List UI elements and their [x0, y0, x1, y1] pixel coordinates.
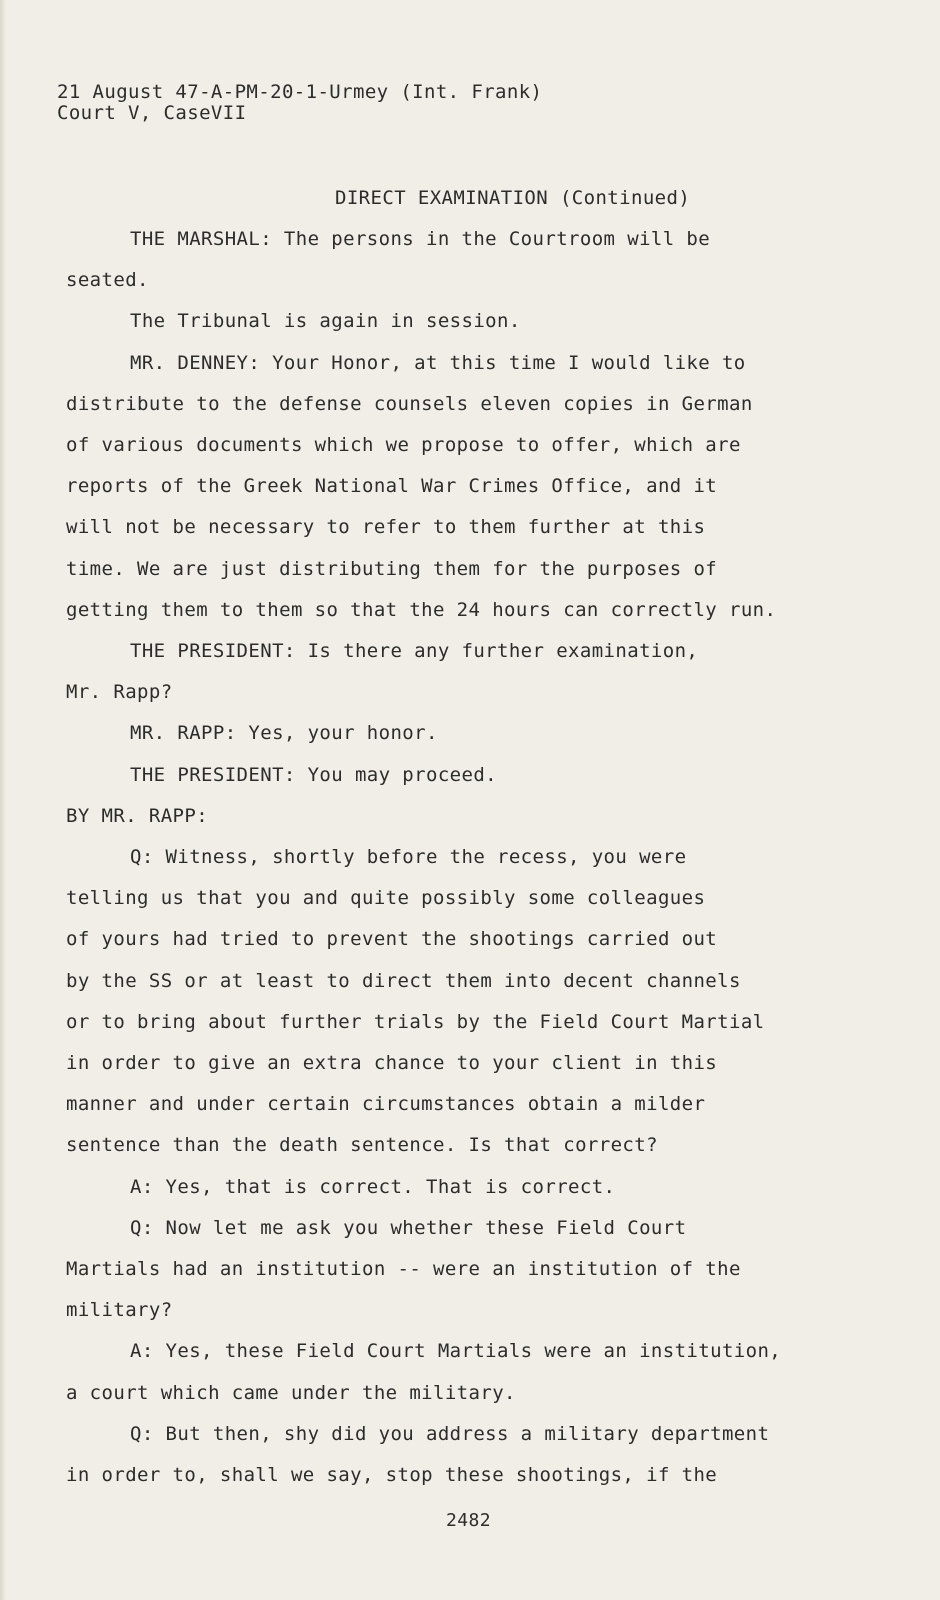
transcript-line: a court which came under the military. — [66, 1382, 516, 1404]
transcript-line: reports of the Greek National War Crimes Office, and it — [66, 475, 718, 497]
transcript-line: in order to, shall we say, stop these shootings, if the — [66, 1464, 718, 1486]
transcript-line: military? — [66, 1299, 173, 1321]
transcript-line: of yours had tried to prevent the shootings carried out — [66, 928, 718, 950]
transcript-line: A: Yes, these Field Court Martials were an institution, — [130, 1340, 782, 1362]
transcript-line: Q: But then, shy did you address a military department — [130, 1423, 770, 1445]
transcript-line: in order to give an extra chance to your client in this — [66, 1052, 718, 1074]
transcript-line: manner and under certain circumstances obtain a milder — [66, 1093, 706, 1115]
header-line-date: 21 August 47-A-PM-20-1-Urmey (Int. Frank) — [57, 81, 543, 103]
transcript-line: or to bring about further trials by the Field Court Martial — [66, 1011, 765, 1033]
transcript-line: telling us that you and quite possibly some colleagues — [66, 887, 706, 909]
transcript-line: will not be necessary to refer to them further at this — [66, 516, 706, 538]
transcript-line: THE MARSHAL: The persons in the Courtroom will be — [130, 228, 711, 250]
transcript-line: Q: Now let me ask you whether these Field Court — [130, 1217, 687, 1239]
transcript-line: THE PRESIDENT: You may proceed. — [130, 764, 498, 786]
transcript-line: A: Yes, that is correct. That is correct. — [130, 1176, 616, 1198]
transcript-line: MR. RAPP: Yes, your honor. — [130, 722, 438, 744]
transcript-line: THE PRESIDENT: Is there any further examination, — [130, 640, 699, 662]
transcript-line: Q: Witness, shortly before the recess, you were — [130, 846, 687, 868]
transcript-line: distribute to the defense counsels eleven copies in German — [66, 393, 753, 415]
transcript-line: Martials had an institution -- were an institution of the — [66, 1258, 741, 1280]
transcript-line: getting them to them so that the 24 hours can correctly run. — [66, 599, 777, 621]
transcript-line: The Tribunal is again in session. — [130, 310, 521, 332]
transcript-line: MR. DENNEY: Your Honor, at this time I would like to — [130, 352, 746, 374]
transcript-line: Mr. Rapp? — [66, 681, 173, 703]
transcript-line: BY MR. RAPP: — [66, 805, 209, 827]
transcript-line: of various documents which we propose to offer, which are — [66, 434, 741, 456]
page-number: 2482 — [446, 1510, 491, 1531]
transcript-line: by the SS or at least to direct them into decent channels — [66, 970, 741, 992]
header-line-court: Court V, CaseVII — [57, 102, 247, 124]
transcript-line: seated. — [66, 269, 149, 291]
section-title: DIRECT EXAMINATION (Continued) — [335, 187, 691, 209]
transcript-line: sentence than the death sentence. Is that correct? — [66, 1134, 658, 1156]
page-edge-shadow — [0, 0, 6, 1600]
transcript-line: time. We are just distributing them for the purposes of — [66, 558, 718, 580]
